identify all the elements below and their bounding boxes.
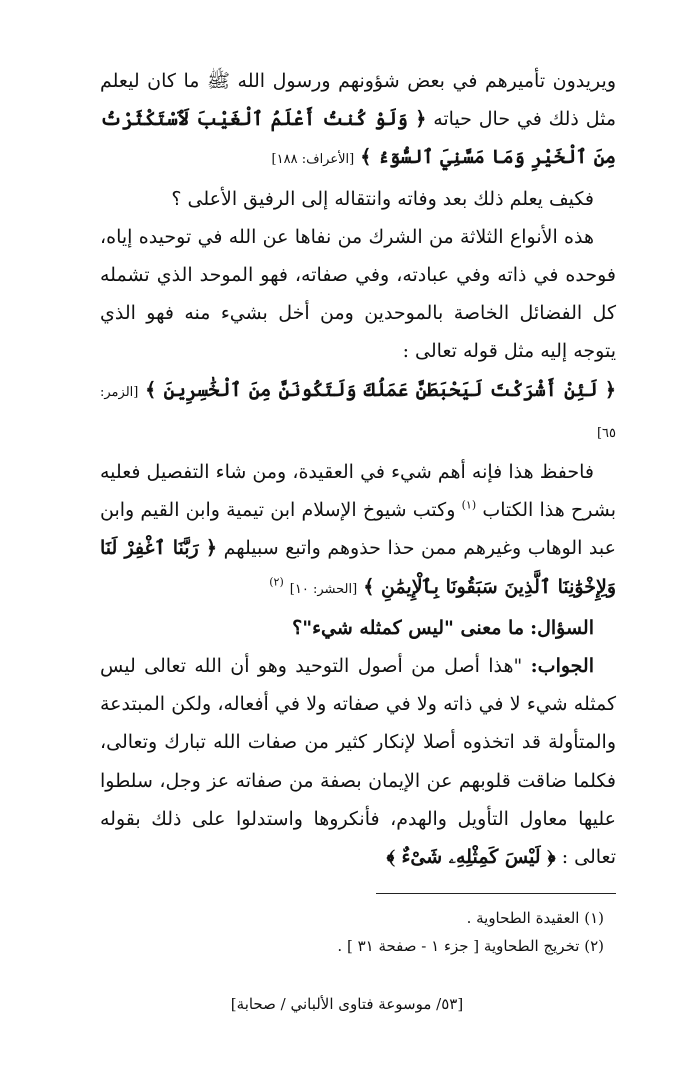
- paragraph-1-line1: ويريدون تأميرهم في بعض شؤونهم ورسول الله ﷺ ما كان ليعلم مثل ذلك: [100, 70, 616, 131]
- paragraph-3: هذه الأنواع الثلاثة من الشرك من نفاها عن الله في توحيده إياه، فوحده في ذاته وفي عبادته، وفي صفاته، فهو الموحد الذي تشمله كل الفضائل الخاصة بالموحدين ومن أخل بشيء منه فهو الذي يتوجه إليه مثل قوله تعالى :: [100, 225, 616, 363]
- question: [100, 609, 616, 647]
- quran-verse-hashr: ﴿ رَبَّنَا ٱغْفِرْ لَنَا وَلِإِخْوَٰنِنَا ٱلَّذِينَ سَبَقُونَا بِٱلْإِيمَٰنِ ﴾: [100, 537, 616, 598]
- main-text: [100, 62, 616, 876]
- quran-verse-zumar: ﴿ لَئِنْ أَشْرَكْتَ لَيَحْبَطَنَّ عَمَلُكَ وَلَتَكُونَنَّ مِنَ ٱلْخَٰسِرِينَ ﴾: [145, 378, 616, 401]
- paragraph-1: [100, 62, 616, 180]
- footnote-marker-1: (١): [461, 498, 477, 512]
- paragraph-4: [100, 371, 616, 453]
- question-text: ما معنى "ليس كمثله شيء"؟: [292, 616, 525, 639]
- paragraph-1-line2: في حال حياته: [433, 108, 542, 131]
- paragraph-5-part2: وكتب شيوخ الإسلام ابن تيمية وابن القيم وابن عبد الوهاب وغيرهم ممن حذا حذوهم واتبع سبيلهم: [100, 499, 616, 560]
- paragraph-5: [100, 453, 616, 609]
- verse-reference-zumar: [الزمر: ٦٥]: [100, 384, 616, 441]
- answer-label: الجواب:: [530, 655, 594, 678]
- answer-text: "هذا أصل من أصول التوحيد وهو أن الله تعالى ليس كمثله شيء لا في ذاته ولا في صفاته ولا في أفعاله، ولكن المبتدعة والمتأولة قد اتخذوه أصلا لإنكار كثير من صفات الله تبارك وتعالى، فكلما ضاقت قلوبهم عن الإيمان بصفة من صفاته عز وجل، سلطوا عليها معاول التأويل والهدم، فأنكروها واستدلوا على ذلك بقوله تعالى :: [100, 655, 616, 869]
- page-footer: [٥٣/ موسوعة فتاوى الألباني / صحابة]: [230, 995, 464, 1013]
- footnote-1: (١) العقيدة الطحاوية .: [466, 909, 604, 927]
- verse-reference-hashr: [الحشر: ١٠]: [289, 581, 358, 597]
- footnote-divider: [376, 893, 616, 894]
- footnotes: [100, 904, 604, 960]
- quran-verse-araf: ﴿ وَلَوْ كُنتُ أَعْلَمُ ٱلْغَيْبَ لَٱسْتَكْثَرْتُ مِنَ ٱلْخَيْرِ وَمَا مَسَّنِيَ ٱلسُّوٓءُ ﴾: [100, 108, 616, 169]
- question-label: السؤال:: [530, 616, 594, 639]
- verse-reference-araf: [الأعراف: ١٨٨]: [271, 152, 355, 168]
- footnote-marker-2: (٢): [269, 575, 284, 589]
- answer: [100, 647, 616, 876]
- paragraph-2: فكيف يعلم ذلك بعد وفاته وانتقاله إلى الرفيق الأعلى ؟: [171, 187, 594, 210]
- quran-verse-shura: ﴿ لَيْسَ كَمِثْلِهِۦ شَىْءٌ ﴾: [386, 846, 556, 869]
- footnote-2: (٢) تخريج الطحاوية [ جزء ١ - صفحة ٣١ ] .: [337, 937, 604, 955]
- paragraph-5-part1: فاحفظ هذا فإنه أهم شيء في العقيدة، ومن شاء التفصيل فعليه بشرح هذا الكتاب: [100, 461, 616, 522]
